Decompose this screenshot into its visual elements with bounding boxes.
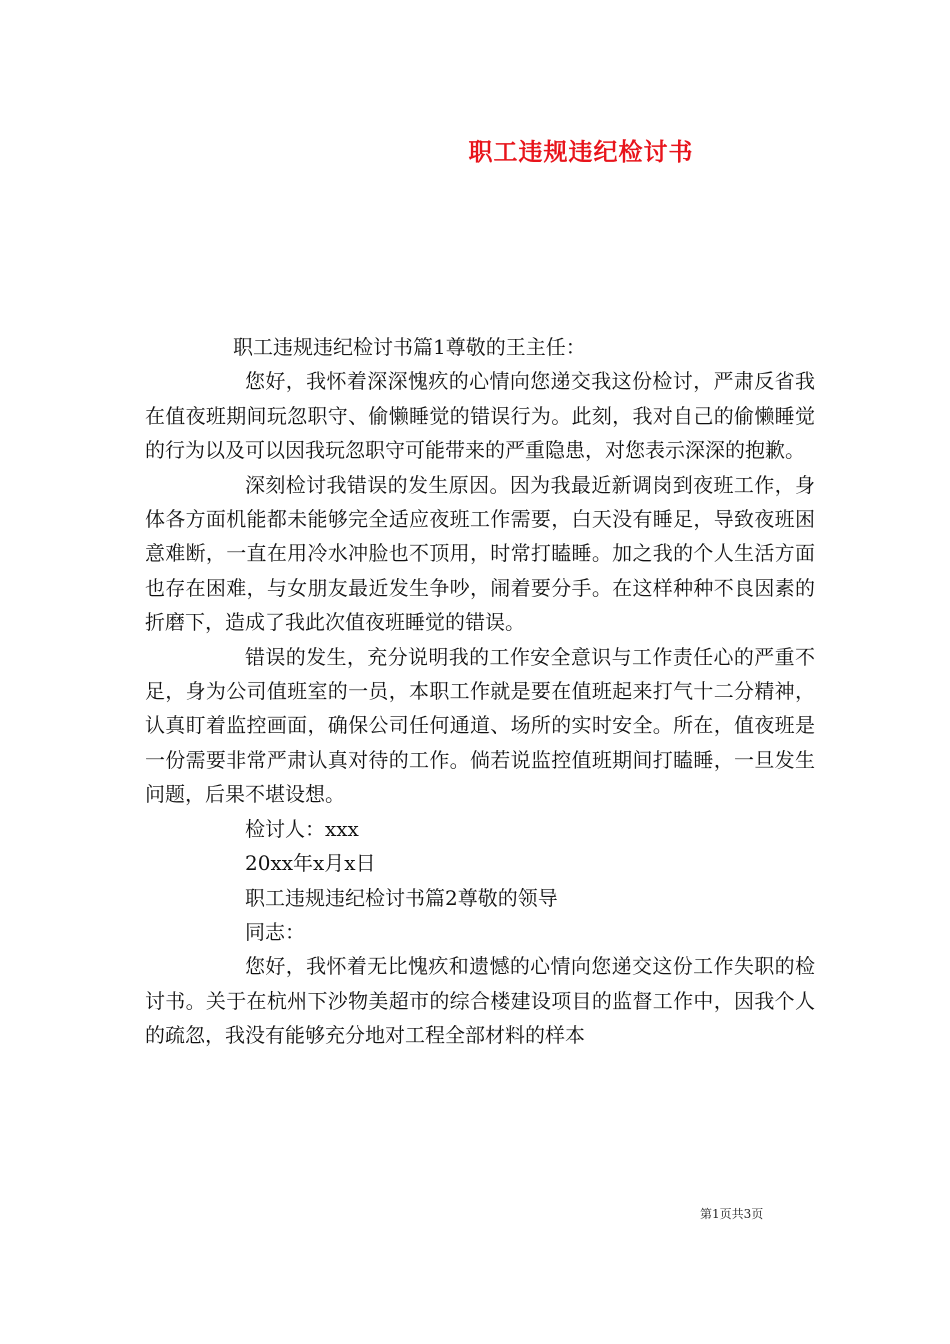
body-paragraph: 错误的发生，充分说明我的工作安全意识与工作责任心的严重不足，身为公司值班室的一员，本职工作就是要在值班起来打气十二分精神，认真盯着监控画面，确保公司任何通道、场所的实时安全。所在，值夜班是一份需要非常严肃认真对待的工作。倘若说监控值班期间打瞌睡，一旦发生问题，后果不堪设想。 (145, 644, 815, 807)
document-title: 职工违规违纪检讨书 (468, 137, 694, 166)
section-heading-2: 职工违规违纪检讨书篇2尊敬的领导 (245, 885, 558, 910)
body-paragraph: 您好，我怀着无比愧疚和遗憾的心情向您递交这份工作失职的检讨书。关于在杭州下沙物美超市的综合楼建设项目的监督工作中，因我个人的疏忽，我没有能够充分地对工程全部材料的样本 (145, 954, 815, 1048)
page-number: 第1页共3页 (700, 1207, 764, 1221)
salutation-paragraph-2: 同志： (245, 919, 305, 944)
salutation-paragraph-1: 职工违规违纪检讨书篇1尊敬的王主任： (233, 335, 586, 359)
date-line: 20xx年x月x日 (245, 851, 376, 876)
body-paragraph: 您好，我怀着深深愧疚的心情向您递交我这份检讨，严肃反省我在值夜班期间玩忽职守、偷懒睡觉的错误行为。此刻，我对自己的偷懒睡觉的行为以及可以因我玩忽职守可能带来的严重隐患，对您表示深深的抱歉。 (145, 369, 815, 463)
body-paragraph: 深刻检讨我错误的发生原因。因为我最近新调岗到夜班工作，身体各方面机能都未能够完全适应夜班工作需要，白天没有睡足，导致夜班困意难断，一直在用冷水冲脸也不顶用，时常打瞌睡。加之我的个人生活方面也存在困难，与女朋友最近发生争吵，闹着要分手。在这样种种不良因素的折磨下，造成了我此次值夜班睡觉的错误。 (145, 472, 815, 635)
signature-line: 检讨人：xxx (245, 816, 359, 841)
document-body (145, 330, 815, 1053)
